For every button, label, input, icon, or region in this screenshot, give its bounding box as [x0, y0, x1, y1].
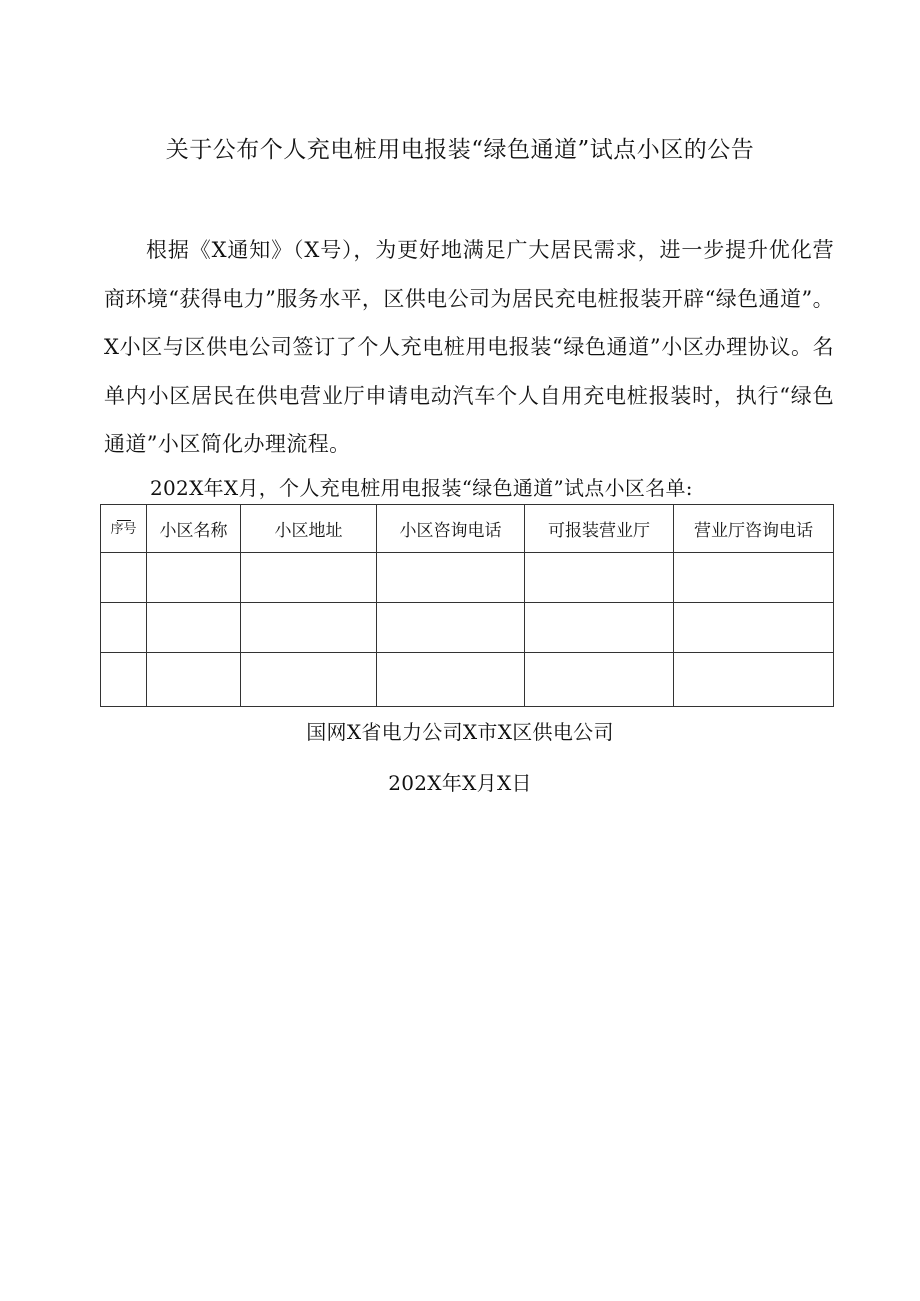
table-cell — [101, 653, 147, 707]
table-header-row — [101, 505, 834, 553]
table-cell — [147, 603, 241, 653]
pilot-community-table — [100, 504, 834, 707]
table-caption: 202X年X月，个人充电桩用电报装“绿色通道”试点小区名单: — [150, 476, 693, 500]
table-cell — [241, 603, 377, 653]
header-community-phone: 小区咨询电话 — [377, 505, 525, 553]
table-cell — [377, 653, 525, 707]
header-seq-label: 序号 — [110, 522, 137, 537]
signature-date: 202X年X月X日 — [388, 771, 532, 795]
table-cell — [241, 653, 377, 707]
table-row — [101, 553, 834, 603]
table-cell — [525, 603, 674, 653]
table-cell — [525, 653, 674, 707]
header-seq — [101, 505, 147, 553]
table-cell — [101, 553, 147, 603]
signature-organization: 国网X省电力公司X市X区供电公司 — [306, 720, 614, 744]
table-cell — [674, 553, 834, 603]
header-community-address: 小区地址 — [241, 505, 377, 553]
table-cell — [147, 553, 241, 603]
table-cell — [101, 603, 147, 653]
table-cell — [674, 653, 834, 707]
header-service-hall: 可报装营业厅 — [525, 505, 674, 553]
document-title: 关于公布个人充电桩用电报装“绿色通道”试点小区的公告 — [165, 137, 755, 163]
header-seq-bar — [117, 520, 131, 521]
header-community-name: 小区名称 — [147, 505, 241, 553]
notice-paragraph: 根据《X通知》（X号），为更好地满足广大居民需求，进一步提升优化营商环境“获得电力”服务水平，区供电公司为居民充电桩报装开辟“绿色通道”。X小区与区供电公司签订了个人充电桩用电报装“绿色通道”小区办理协议。名单内小区居民在供电营业厅申请电动汽车个人自用充电桩报装时，执行“绿色通道”小区简化办理流程。 — [104, 238, 834, 456]
table-cell — [147, 653, 241, 707]
table-cell — [241, 553, 377, 603]
table-cell — [525, 553, 674, 603]
table-row — [101, 653, 834, 707]
table-cell — [377, 553, 525, 603]
table-row — [101, 603, 834, 653]
table-cell — [377, 603, 525, 653]
header-hall-phone: 营业厅咨询电话 — [674, 505, 834, 553]
table-cell — [674, 603, 834, 653]
